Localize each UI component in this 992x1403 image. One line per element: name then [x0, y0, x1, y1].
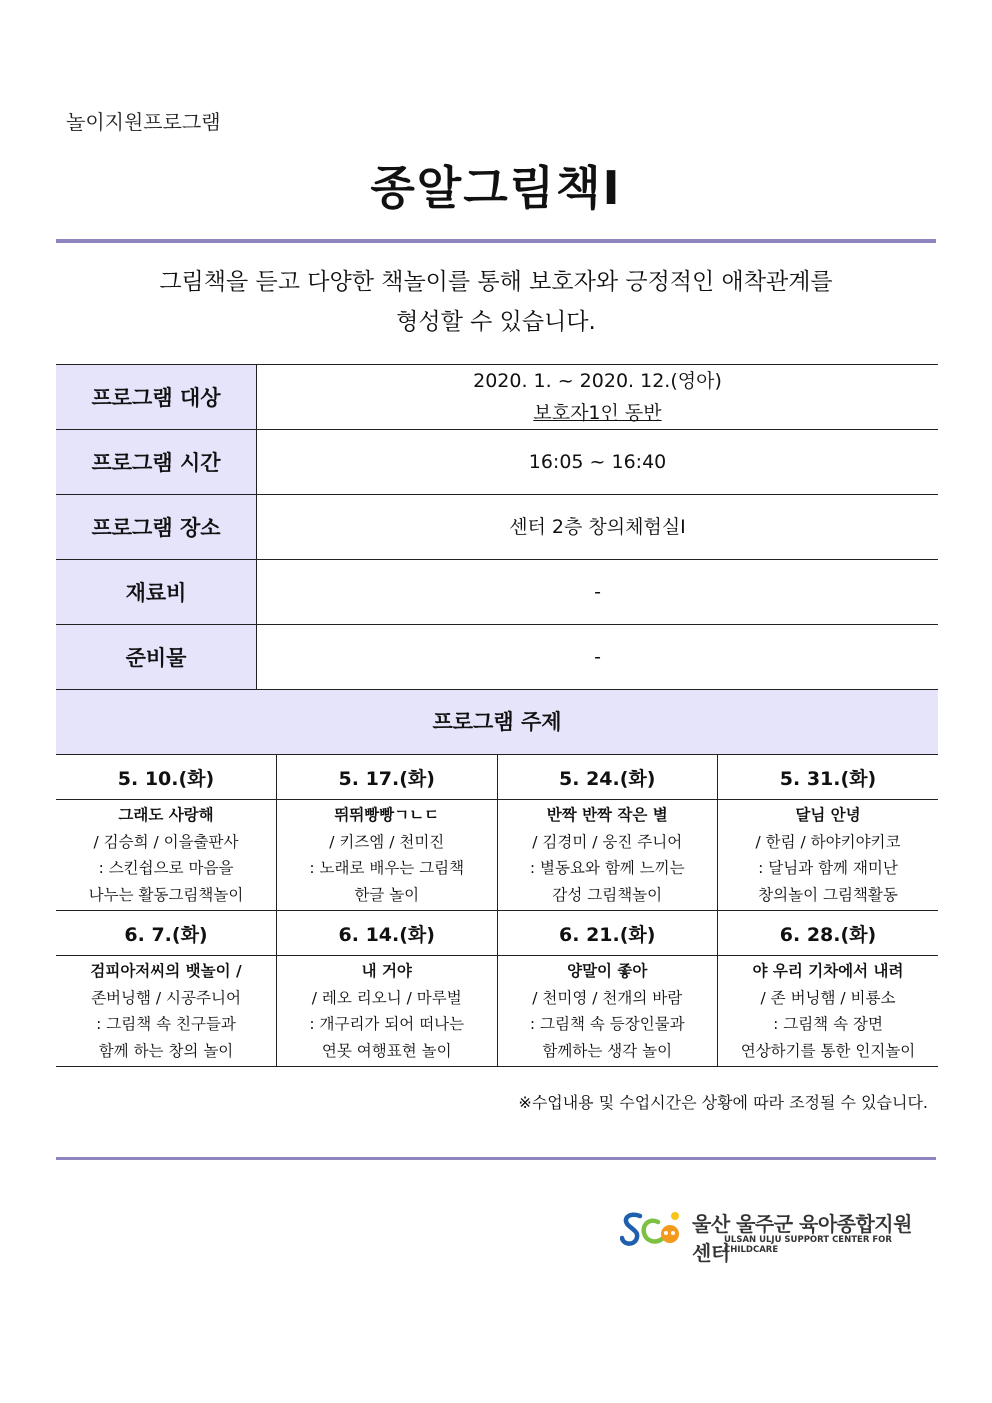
book-title: 그래도 사랑해 — [118, 806, 214, 824]
book-credits: / 천미영 / 천개의 바람 — [532, 988, 683, 1007]
info-row-target — [56, 365, 938, 430]
activity-line: : 그림책 속 친구들과 — [96, 1015, 236, 1033]
footer-divider — [56, 1157, 936, 1160]
book-title: 내 거야 — [361, 962, 412, 980]
book-credits: / 김경미 / 웅진 주니어 — [532, 832, 683, 851]
session-date: 6. 14.(화) — [277, 911, 498, 956]
session-date: 6. 28.(화) — [718, 911, 939, 956]
session-description — [497, 800, 718, 911]
book-title: 뛰뛰빵빵ㄱㄴㄷ — [334, 806, 440, 824]
session-date: 6. 7.(화) — [56, 911, 277, 956]
session-date: 6. 21.(화) — [497, 911, 718, 956]
place-value: 센터 2층 창의체험실Ⅰ — [257, 495, 939, 560]
intro-line-1: 그림책을 듣고 다양한 책놀이를 통해 보호자와 긍정적인 애착관계를 — [159, 269, 833, 295]
activity-line: 연못 여행표현 놀이 — [321, 1041, 452, 1060]
book-credits: / 한림 / 하야키야키코 — [755, 832, 901, 851]
info-row-supplies — [56, 625, 938, 690]
activity-line: 함께하는 생각 놀이 — [542, 1041, 673, 1060]
schedule-table — [56, 755, 938, 1067]
activity-line: : 그림책 속 장면 — [773, 1015, 883, 1033]
activity-line: 함께 하는 창의 놀이 — [98, 1041, 234, 1060]
session-description — [56, 800, 277, 911]
session-date: 5. 17.(화) — [277, 755, 498, 800]
activity-line: 감성 그림책놀이 — [552, 885, 663, 904]
session-date: 5. 31.(화) — [718, 755, 939, 800]
target-value — [257, 365, 939, 430]
info-row-place — [56, 495, 938, 560]
session-description — [497, 956, 718, 1067]
book-credits: / 존 버닝햄 / 비룡소 — [760, 988, 896, 1007]
supplies-label: 준비물 — [56, 625, 257, 690]
activity-line: : 개구리가 되어 떠나는 — [309, 1015, 465, 1033]
center-logo-icon — [620, 1208, 686, 1250]
time-value: 16:05 ~ 16:40 — [257, 430, 939, 495]
session-date: 5. 24.(화) — [497, 755, 718, 800]
session-description — [277, 800, 498, 911]
target-guardian-note: 보호자1인 동반 — [533, 402, 662, 424]
activity-line: : 스킨쉽으로 마음을 — [98, 859, 234, 877]
themes-heading: 프로그램 주제 — [56, 690, 938, 755]
title-divider — [56, 239, 936, 243]
info-row-fee — [56, 560, 938, 625]
center-name-korean: 울산 울주군 육아종합지원센터 — [692, 1212, 912, 1265]
schedule-desc-row-1 — [56, 800, 938, 911]
intro-line-2: 형성할 수 있습니다. — [396, 309, 596, 335]
session-description — [718, 800, 939, 911]
target-label: 프로그램 대상 — [56, 365, 257, 430]
schedule-desc-row-2 — [56, 956, 938, 1067]
activity-line: : 별동요와 함께 느끼는 — [529, 859, 685, 877]
book-title: 양말이 좋아 — [567, 962, 648, 980]
schedule-date-row-2 — [56, 911, 938, 956]
book-title: 달님 안녕 — [795, 806, 861, 824]
activity-line: : 달님과 함께 재미난 — [758, 859, 898, 877]
activity-line: 창의놀이 그림책활동 — [758, 885, 898, 904]
session-date: 5. 10.(화) — [56, 755, 277, 800]
program-info-table — [56, 364, 938, 690]
supplies-value: - — [257, 625, 939, 690]
time-label: 프로그램 시간 — [56, 430, 257, 495]
place-label: 프로그램 장소 — [56, 495, 257, 560]
book-title: 검피아저씨의 뱃놀이 / — [90, 962, 242, 980]
activity-line: 한글 놀이 — [354, 885, 420, 904]
activity-line: : 노래로 배우는 그림책 — [309, 859, 465, 877]
info-row-time — [56, 430, 938, 495]
session-description — [277, 956, 498, 1067]
center-name-english: ULSAN ULJU SUPPORT CENTER FOR CHILDCARE — [724, 1235, 892, 1255]
book-title: 반짝 반짝 작은 별 — [546, 806, 668, 824]
session-description — [718, 956, 939, 1067]
book-credits: / 키즈엠 / 천미진 — [329, 832, 445, 851]
program-category: 놀이지원프로그램 — [66, 110, 221, 134]
book-credits: 존버닝햄 / 시공주니어 — [91, 988, 241, 1007]
center-logo — [620, 1208, 920, 1265]
fee-value: - — [257, 560, 939, 625]
activity-line: 나누는 활동그림책놀이 — [88, 885, 244, 904]
book-title: 야 우리 기차에서 내려 — [752, 962, 904, 980]
intro-text — [56, 262, 936, 342]
fee-label: 재료비 — [56, 560, 257, 625]
activity-line: : 그림책 속 등장인물과 — [529, 1015, 685, 1033]
book-credits: / 레오 리오니 / 마루벌 — [311, 988, 462, 1007]
schedule-note: ※수업내용 및 수업시간은 상황에 따라 조정될 수 있습니다. — [518, 1093, 928, 1112]
schedule-date-row-1 — [56, 755, 938, 800]
page-title: 종알그림책Ⅰ — [370, 161, 622, 215]
session-description — [56, 956, 277, 1067]
activity-line: 연상하기를 통한 인지놀이 — [740, 1041, 916, 1060]
book-credits: / 김승희 / 이을출판사 — [93, 832, 239, 851]
target-period: 2020. 1. ~ 2020. 12.(영아) — [473, 370, 722, 392]
